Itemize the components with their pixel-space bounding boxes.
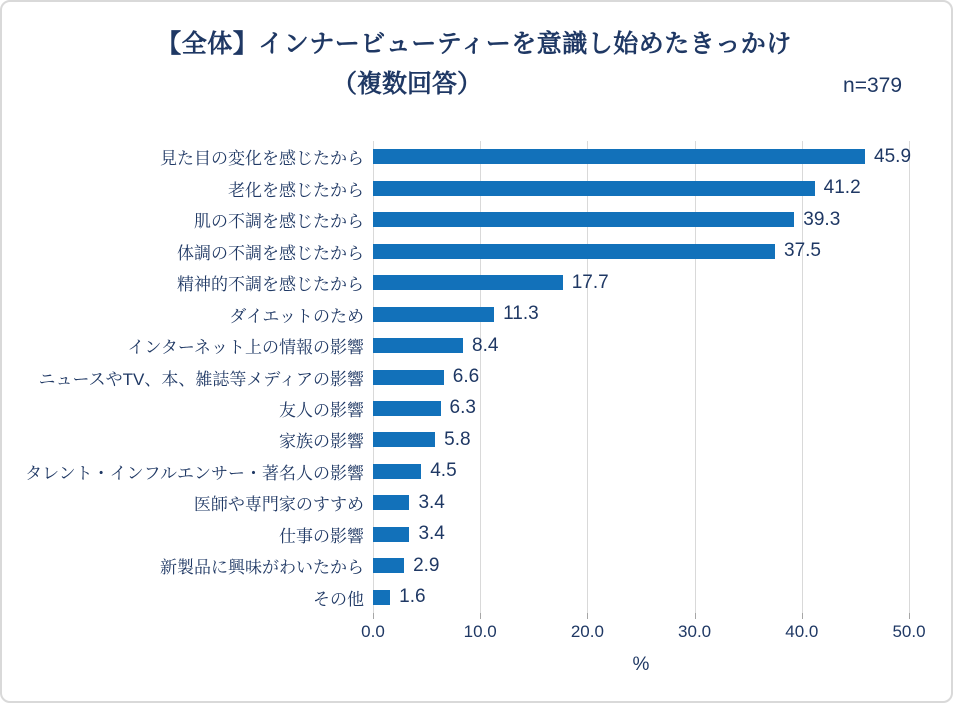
category-label: ニュースやTV、本、雑誌等メディアの影響 xyxy=(38,369,364,389)
value-label: 11.3 xyxy=(503,303,539,325)
category-label: 老化を感じたから xyxy=(228,180,364,200)
value-label: 8.4 xyxy=(472,334,499,356)
value-label: 45.9 xyxy=(874,145,912,167)
bar xyxy=(373,307,494,322)
bar-row xyxy=(2,204,953,235)
bar-row xyxy=(2,582,953,613)
bar-row xyxy=(2,235,953,266)
bar-row xyxy=(2,172,953,203)
bar-row xyxy=(2,267,953,298)
category-label: ダイエットのため xyxy=(229,306,364,326)
value-label: 6.6 xyxy=(452,366,480,388)
bar xyxy=(373,590,390,605)
axis-tick-label: 10.0 xyxy=(463,622,497,641)
bar-row xyxy=(2,141,953,172)
chart-title-line1: 【全体】インナービューティーを意識し始めたきっかけ xyxy=(156,30,792,58)
chart-title-line2: （複数回答） xyxy=(331,70,482,98)
bar-row xyxy=(2,393,953,424)
value-label: 3.4 xyxy=(418,523,445,545)
value-label: 37.5 xyxy=(784,240,821,262)
bar xyxy=(373,401,441,416)
category-label: 体調の不調を感じたから xyxy=(177,243,364,263)
bar xyxy=(373,527,409,542)
axis-tick xyxy=(909,613,910,619)
bar xyxy=(373,149,865,164)
bar-row xyxy=(2,361,953,392)
axis-tick xyxy=(373,613,374,619)
bar xyxy=(373,212,794,227)
value-label: 3.4 xyxy=(418,491,445,513)
axis-unit-label: % xyxy=(632,654,650,675)
bar-row xyxy=(2,298,953,329)
axis-tick xyxy=(695,613,696,619)
category-label: 精神的不調を感じたから xyxy=(177,275,364,295)
bar-row xyxy=(2,424,953,455)
axis-tick-label: 40.0 xyxy=(785,622,819,641)
axis-tick xyxy=(802,613,803,619)
bar-rows xyxy=(2,141,953,613)
bar-row xyxy=(2,456,953,487)
bar-row xyxy=(2,330,953,361)
value-label: 41.2 xyxy=(823,177,861,199)
value-label: 5.8 xyxy=(444,428,471,450)
bar-row xyxy=(2,550,953,581)
axis-tick xyxy=(587,613,588,619)
category-label: 新製品に興味がわいたから xyxy=(160,558,364,578)
category-label: 医師や専門家のすすめ xyxy=(193,495,364,515)
bar xyxy=(373,370,444,385)
bar xyxy=(373,432,435,447)
bar xyxy=(373,558,404,573)
value-label: 2.9 xyxy=(413,554,440,576)
bar xyxy=(373,495,409,510)
category-label: タレント・インフルエンサー・著名人の影響 xyxy=(25,463,364,483)
category-label: 家族の影響 xyxy=(279,432,364,452)
axis-tick-label: 30.0 xyxy=(678,622,712,641)
bar xyxy=(373,181,815,196)
category-label: その他 xyxy=(313,589,364,609)
axis-tick-label: 0.0 xyxy=(361,622,385,641)
category-label: 見た目の変化を感じたから xyxy=(160,149,364,169)
axis-tick-label: 50.0 xyxy=(892,622,926,641)
value-label: 1.6 xyxy=(399,586,426,608)
value-label: 39.3 xyxy=(803,208,841,230)
category-label: 肌の不調を感じたから xyxy=(194,212,364,232)
value-label: 17.7 xyxy=(571,271,609,293)
category-label: 仕事の影響 xyxy=(279,526,364,546)
axis-tick-label: 20.0 xyxy=(570,622,604,641)
value-label: 4.5 xyxy=(430,460,457,482)
bar xyxy=(373,244,775,259)
bar-row xyxy=(2,487,953,518)
category-label: インターネット上の情報の影響 xyxy=(127,338,364,358)
sample-size-label: n=379 xyxy=(843,74,902,97)
bar xyxy=(373,464,421,479)
category-label: 友人の影響 xyxy=(279,400,364,420)
value-label: 6.3 xyxy=(449,397,476,419)
bar xyxy=(373,338,463,353)
bar-row xyxy=(2,519,953,550)
axis-tick xyxy=(480,613,481,619)
bar xyxy=(373,275,563,290)
